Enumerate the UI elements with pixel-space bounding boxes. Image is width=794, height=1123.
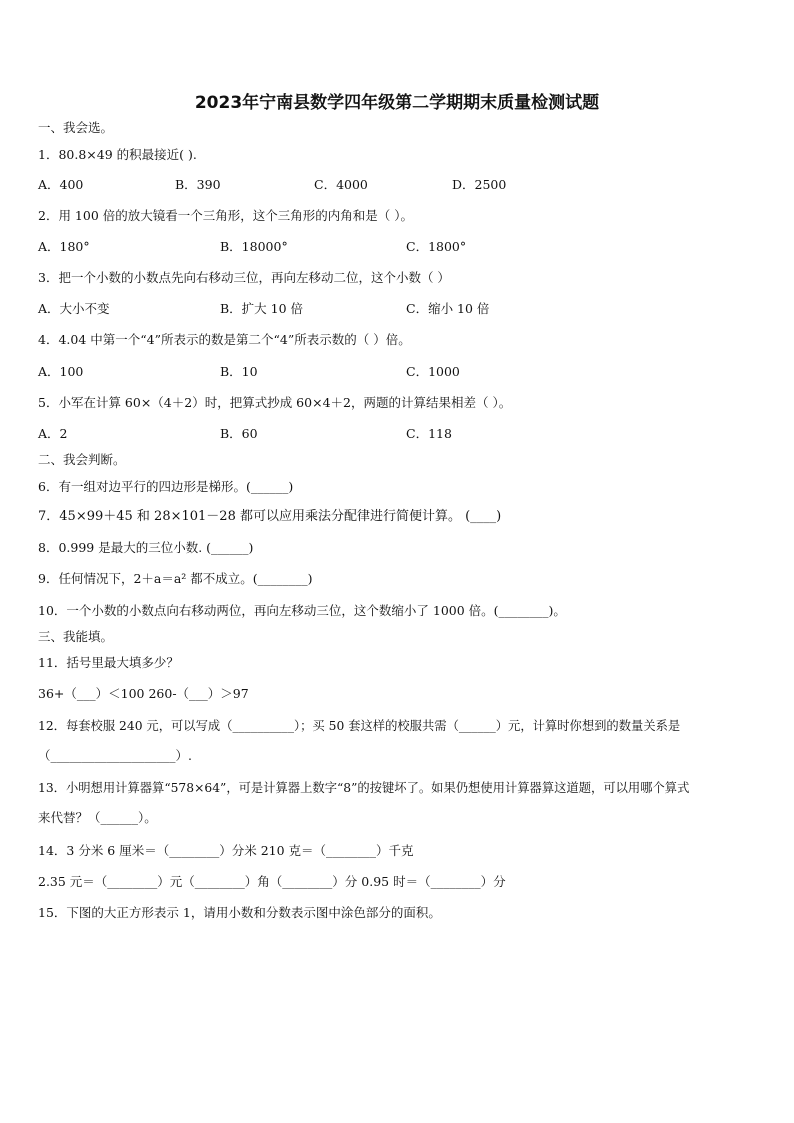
question-13-line-1: 13．小明想用计算器算“578×64”，可是计算器上数字“8”的按键坏了。如果仍想使用计算器算这道题，可以用哪个算式 — [38, 781, 690, 795]
q3-option-b: B．扩大 10 倍 — [220, 301, 304, 316]
question-14-line-1: 14．3 分米 6 厘米＝（________）分米 210 克＝（________）千克 — [38, 843, 414, 858]
q4-option-b: B．10 — [220, 364, 258, 379]
q2-option-b: B．18000° — [220, 239, 288, 254]
question-13-line-2: 来代替？（______）。 — [38, 810, 157, 825]
page-title: 2023年宁南县数学四年级第二学期期末质量检测试题 — [194, 93, 600, 113]
question-3: 3．把一个小数的小数点先向右移动三位，再向左移动二位，这个小数（ ） — [38, 270, 450, 285]
question-4: 4．4.04 中第一个“4”所表示的数是第二个“4”所表示数的（ ）倍。 — [38, 332, 411, 347]
question-7: 7．45×99＋45 和 28×101－28 都可以应用乘法分配律进行简便计算。 (____) — [38, 509, 502, 524]
question-10: 10．一个小数的小数点向右移动两位，再向左移动三位，这个数缩小了 1000 倍。(________)。 — [38, 603, 566, 618]
question-14-line-2: 2.35 元＝（________）元（________）角（________）分 0.95 时＝（________）分 — [38, 874, 506, 889]
question-15: 15．下图的大正方形表示 1，请用小数和分数表示图中涂色部分的面积。 — [38, 905, 441, 920]
section-heading-fill: 三、我能填。 — [38, 629, 114, 644]
question-9: 9．任何情况下，2＋a＝a² 都不成立。(________) — [38, 571, 313, 586]
section-heading-choice: 一、我会选。 — [38, 120, 114, 135]
question-12-line-2: （____________________）. — [38, 748, 192, 763]
question-1: 1．80.8×49 的积最接近( ). — [38, 147, 197, 162]
q3-option-a: A．大小不变 — [38, 301, 110, 316]
q2-option-a: A．180° — [38, 239, 90, 254]
q2-option-c: C．1800° — [406, 239, 467, 254]
section-heading-judge: 二、我会判断。 — [38, 452, 126, 467]
question-8: 8．0.999 是最大的三位小数. (______) — [38, 540, 254, 555]
question-11: 11．括号里最大填多少？ — [38, 655, 179, 670]
question-5: 5．小军在计算 60×（4＋2）时，把算式抄成 60×4＋2，两题的计算结果相差（ ）。 — [38, 395, 512, 410]
question-2: 2．用 100 倍的放大镜看一个三角形，这个三角形的内角和是（ ）。 — [38, 208, 413, 223]
q3-option-c: C．缩小 10 倍 — [406, 301, 490, 316]
question-6: 6．有一组对边平行的四边形是梯形。(______) — [38, 479, 294, 494]
q1-option-d: D．2500 — [452, 177, 507, 192]
q4-option-a: A．100 — [38, 364, 84, 379]
question-12-line-1: 12．每套校服 240 元，可以写成（__________）；买 50 套这样的校服共需（______）元，计算时你想到的数量关系是 — [38, 719, 681, 733]
q5-option-b: B．60 — [220, 426, 258, 441]
q1-option-c: C．4000 — [314, 177, 368, 192]
q5-option-c: C．118 — [406, 426, 452, 441]
q4-option-c: C．1000 — [406, 364, 460, 379]
question-11-blanks: 36+（___）＜100 260-（___）＞97 — [38, 686, 249, 701]
q1-option-a: A．400 — [38, 177, 84, 192]
q5-option-a: A．2 — [38, 426, 68, 441]
q1-option-b: B．390 — [175, 177, 221, 192]
